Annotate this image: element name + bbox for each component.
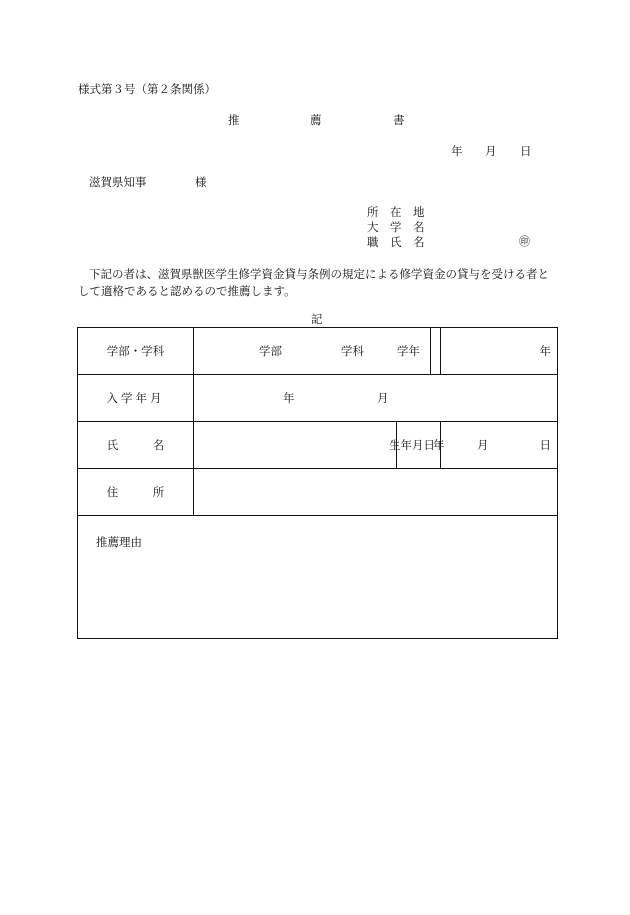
date-month-label: 月 xyxy=(485,144,497,158)
seal-mark: ㊞ xyxy=(519,235,530,248)
title-char-2: 薦 xyxy=(310,113,322,127)
faculty-label-cell xyxy=(78,328,194,375)
enrollment-month-unit: 月 xyxy=(377,391,389,405)
grade-label-cell xyxy=(397,328,441,375)
address-input-cell[interactable] xyxy=(194,469,558,516)
birth-day-unit: 日 xyxy=(539,438,552,452)
address-label-cell xyxy=(78,469,194,516)
date-year-label: 年 xyxy=(451,144,463,158)
title-char-3: 書 xyxy=(393,113,405,127)
enrollment-input-cell[interactable] xyxy=(194,375,558,422)
reason-input-cell[interactable] xyxy=(78,516,558,639)
name-label-cell xyxy=(78,422,194,469)
name-row xyxy=(78,422,558,469)
birthdate-input-cell[interactable] xyxy=(433,422,558,469)
applicant-university-label: 大 学 名 xyxy=(367,220,425,234)
title-char-1: 推 xyxy=(228,113,240,127)
enrollment-row xyxy=(78,375,558,422)
faculty-input-cell[interactable] xyxy=(194,328,431,375)
recommendation-statement: 下記の者は、滋賀県獣医学生修学資金貸与条例の規定による修学資金の貸与を受ける者として適格であると認めるので推薦します。 xyxy=(78,267,549,298)
reason-label: 推薦理由 xyxy=(96,535,142,549)
grade-label: 学年 xyxy=(397,344,421,358)
reason-row xyxy=(78,516,558,639)
address-row xyxy=(78,469,558,516)
document-title xyxy=(0,115,630,129)
birthdate-label: 生年月日 xyxy=(389,438,435,452)
faculty-label: 学部・学科 xyxy=(106,344,165,358)
applicant-name-label: 職 氏 名 xyxy=(367,235,425,249)
enrollment-label-cell xyxy=(78,375,194,422)
addressee: 滋賀県知事 xyxy=(89,175,147,189)
honorific: 様 xyxy=(195,175,207,189)
department-unit: 学科 xyxy=(341,344,364,358)
name-input-cell[interactable] xyxy=(194,422,397,469)
name-label: 氏 名 xyxy=(106,438,165,452)
form-number: 様式第３号（第２条関係） xyxy=(78,82,216,96)
birth-month-unit: 月 xyxy=(477,438,489,452)
date-day-label: 日 xyxy=(520,144,532,158)
address-label: 住 所 xyxy=(106,485,165,499)
grade-input-cell[interactable] xyxy=(441,328,558,375)
faculty-row xyxy=(78,328,558,375)
enrollment-label: 入学年月 xyxy=(106,391,165,405)
enrollment-year-unit: 年 xyxy=(283,391,295,405)
applicant-address-label: 所 在 地 xyxy=(367,205,425,219)
ki-marker: 記 xyxy=(311,312,323,326)
birth-year-unit: 年 xyxy=(433,438,445,452)
grade-unit: 年 xyxy=(539,344,552,358)
recommendation-table xyxy=(77,327,558,639)
faculty-unit: 学部 xyxy=(259,344,282,358)
